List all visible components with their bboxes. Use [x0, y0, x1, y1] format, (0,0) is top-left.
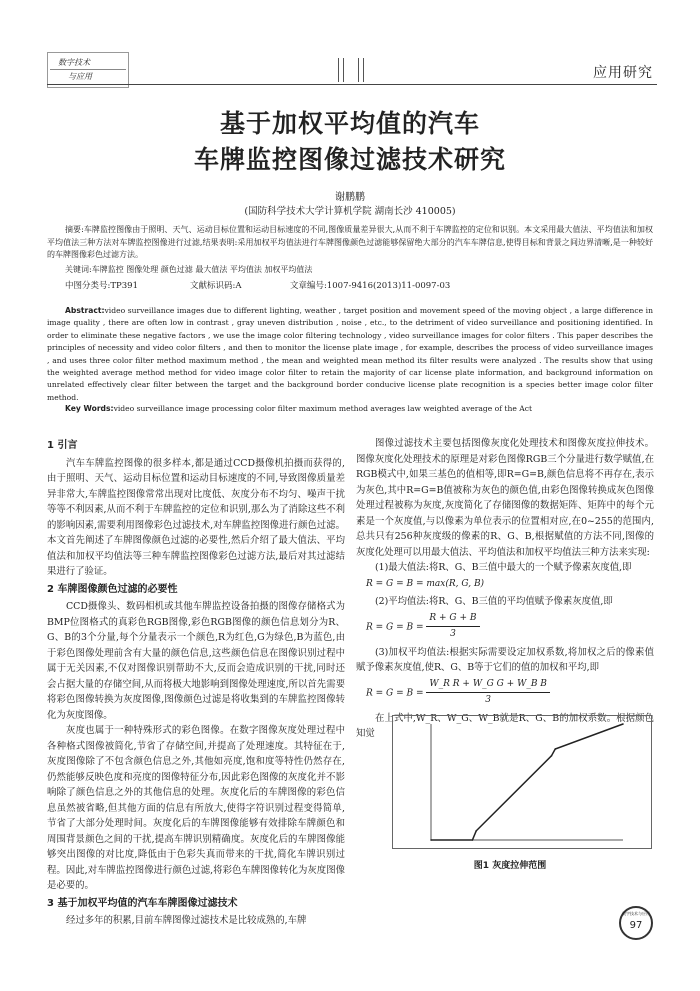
curve-point [551, 755, 553, 757]
para-weighted: 经过多年的积累,目前车牌图像过滤技术是比较成熟的,车牌 [66, 915, 307, 926]
item-max: (1)最大值法:将R、G、B三值中最大的一个赋予像素灰度值,即 [375, 562, 632, 573]
para-intro: 汽车车牌监控图像的很多样本,都是通过CCD摄像机拍摄而获得的,由于照明、天气、运动目标位置和运动目标速度的不同,导致图像质量差异非常大,车牌监控图像常常出现对比度低、灰度分布不均匀、噪声干扰等等不利因素,从而不利于车牌监控的定位和识别,那么为了消除这些不利的影响因素,需要利用图像彩色过滤技术,对车牌监控图像进行颜色过滤。本文首先阐述了车牌图像颜色过滤的必要性,然后介绍了最大值法、平均值法和加权平均值法等三种车牌监控图像彩色过滤方法,最后对其过滤结果进行了验证。 [47, 457, 345, 577]
curve-point [475, 830, 477, 832]
abstract-cn: 摘要:车牌监控图像由于照明、天气、运动目标位置和运动目标速度的不同,图像质量差异很大,从而不利于车牌监控的定位和识别。本文采用最大值法、平均值法和加权平均值法三种方法对车牌监控图像进行过滤,结果表明:采用加权平均值法进行车牌图像颜色过滤能够保留绝大部分的汽车车牌信息,使得目标和背景之间边界清晰,是一种较好的车牌图像彩色过滤方法。 [47, 225, 653, 259]
formula-weighted [366, 677, 654, 709]
formula-mean-den: 3 [450, 629, 456, 639]
author: 谢鹏鹏 [335, 192, 365, 203]
item-mean: (2)平均值法:将R、G、B三值的平均值赋予像素灰度值,即 [375, 596, 613, 607]
title-line2: 车牌监控图像过滤技术研究 [193, 145, 506, 174]
title-line1: 基于加权平均值的汽车 [219, 109, 480, 138]
keywords-en-label: Key Words: [65, 404, 114, 413]
formula-max: R = G = B = max(R, G, B) [366, 578, 485, 589]
curve-point [554, 748, 556, 750]
para-weights: 在上式中,W_R、W_G、W_B就是R、G、B的加权系数。根据颜色知觉 [356, 712, 654, 739]
badge-text: 数字技术与应用 [622, 911, 650, 916]
formula-weighted-den: 3 [485, 695, 492, 705]
keywords-en [65, 404, 532, 413]
keywords-en-text: video surveillance image processing color filter maximum method averages law weighted average of the Act [113, 404, 533, 413]
article-number: 文章编号:1007-9416(2013)11-0097-03 [290, 281, 451, 291]
abstract-en-text: video surveillance images due to different lighting, weather , target position and movement speed of the moving object , a large difference in image quality , there are often low in contrast , gray uneven distribution , noise , etc., to the detriment of video surveillance and positioning identified. In order to eliminate these negative factors , we use the image color filtering technology , video surveillance images for color filters . This paper describes the principles of necessity and video color filters , and then to monitor the license plate image , for example, describes the process of video surveillance images , and uses three color filter method maximum method , the mean and weighted mean method its filter results were analyzed . The results show that using the weighted average method method for video image color filter to retain the majority of car license plate information, and background information on unrelated effectively clear filter between the target and the background border conducive license plate recognition is a species better image color filter method. [47, 306, 653, 402]
figure-1 [392, 715, 652, 849]
header-rule [47, 84, 657, 85]
item-weighted: (3)加权平均值法:根据实际需要设定加权系数,将加权之后的像素值赋予像素灰度值,使R、G、B等于它们的值的加权和平均,即 [356, 646, 654, 673]
affiliation: (国防科学技术大学计算机学院 湖南长沙 410005) [244, 206, 456, 217]
figure-1-caption: 图1 灰度拉伸范围 [473, 861, 547, 871]
para-necessity-2: 灰度也属于一种特殊形式的彩色图像。在数字图像灰度处理过程中各种格式图像被简化,节省了存储空间,并提高了处理速度。其特征在于,灰度图像除了不包含颜色信息之外,其他如亮度,饱和度等特性仍然存在,仍然能够反映色度和亮度的图像特征分布,因此彩色图像的灰度化并不影响除了颜色信息之外的其他信息的处理。灰度化后的车牌图像的彩色信息虽然被省略,但其他方面的信息有所放大,使得字符识别过程变得简单,节省了大部分处理时间。灰度化后的车牌图像能够有效排除车牌颜色和周围背景颜色之间的干扰,提高车牌识别精确度。灰度化后的车牌图像能够突出图像的对比度,降低由于色彩失真而带来的干扰,简化车牌识别过程。因此,对车牌监控图像进行颜色过滤,将彩色车牌图像转化为灰度图像是必要的。 [47, 725, 345, 891]
page-number-badge [619, 906, 653, 940]
right-column [356, 436, 654, 742]
chart-axes [431, 724, 623, 840]
formula-mean [366, 611, 654, 643]
formula-weighted-lhs: R = G = B = [366, 688, 424, 698]
curve-point [622, 723, 624, 725]
page-number: 97 [629, 920, 643, 931]
heading-necessity: 2 车牌图像颜色过滤的必要性 [47, 583, 178, 595]
journal-logo [47, 52, 129, 88]
formula-weighted-num: W_R R + W_G G + W_B B [426, 677, 550, 694]
stretch-curve [431, 724, 623, 840]
journal-name-line1: 数字技术 [58, 58, 90, 67]
abstract-en [47, 305, 653, 404]
formula-mean-num: R + G + B [426, 611, 479, 628]
journal-name-line2: 与应用 [68, 72, 92, 81]
document-code: 文献标识码:A [190, 281, 242, 291]
formula-mean-lhs: R = G = B = [366, 622, 424, 632]
keywords-cn: 关键词:车牌监控 图像处理 颜色过滤 最大值法 平均值法 加权平均值法 [65, 265, 313, 274]
para-necessity-1: CCD摄像头、数码相机或其他车牌监控设备拍摄的图像存储格式为BMP位图格式的真彩色RGB图像,彩色RGB图像的颜色信息划分为R、G、B的3个分量,每个分量表示一个颜色,R为红色,G为绿色,B为蓝色,由于彩色图像处理前含有大量的颜色信息,这些颜色信息在图像识别过程中属于无关因素,不仅对图像识别帮助不大,反而会造成识别的干扰,同时还会占据大量的存储空间,从而将极大地影响到图像处理速度,所以首先需要将彩色图像转换为灰度图像,图像颜色过滤是将收集到的车牌监控图像转化为灰度图像。 [47, 601, 345, 721]
heading-intro: 1 引言 [47, 440, 78, 451]
gray-stretch-chart [393, 716, 651, 848]
heading-weighted: 3 基于加权平均值的汽车车牌图像过滤技术 [47, 897, 238, 909]
section-label: 应用研究 [593, 65, 653, 81]
clc-number: 中图分类号:TP391 [65, 281, 138, 291]
curve-point [430, 839, 432, 841]
left-column [47, 436, 345, 929]
abstract-en-label: Abstract: [65, 306, 105, 315]
para-grayscale: 图像过滤技术主要包括图像灰度化处理技术和图像灰度拉伸技术。图像灰度化处理技术的原理是对彩色图像RGB三个分量进行数学赋值,在RGB模式中,如果三基色的值相等,即R=G=B,颜色信息将不再存在,表示为灰色,其中R=G=B值被称为灰色的颜色值,由彩色图像转换成灰色图像处理过程被称为灰度,灰度简化了存储图像的数据矩阵、矩阵中的每个元素是一个灰度值,与以像素为单位表示的位置相对应,在0~255的范围内,总共只有256种灰度级的像素的R、G、B,根据赋值的方法不同,图像的灰度化处理可以用最大值法、平均值法和加权平均值法三种方法来实现: [356, 438, 654, 558]
curve-point [472, 839, 474, 841]
